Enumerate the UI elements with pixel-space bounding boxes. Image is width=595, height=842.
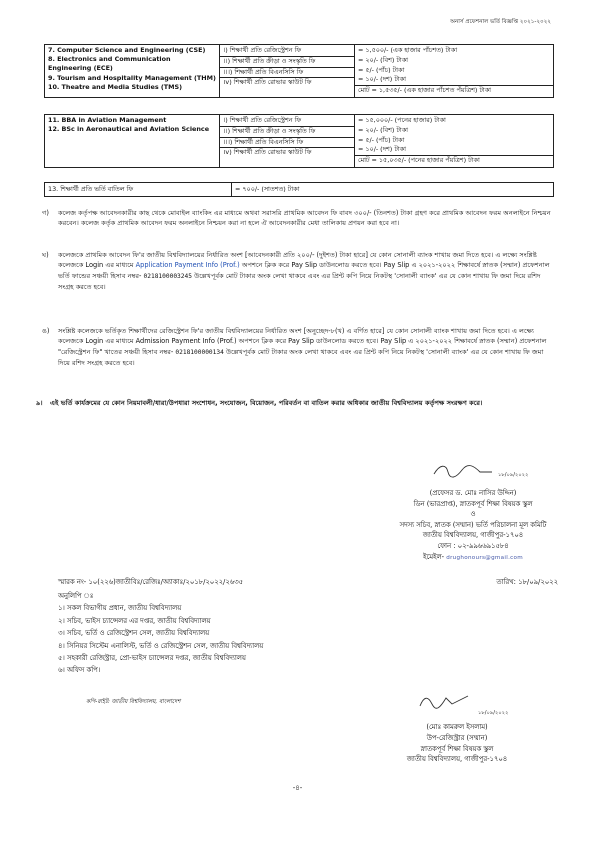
- distribution-item: ৪। সিনিয়র সিস্টেম এনালিস্ট, ভর্তি ও রেজিস্ট্রেশন সেল, জাতীয় বিশ্ববিদ্যালয়: [58, 641, 264, 650]
- signature-date: ১৮/০৯/২০২২: [478, 710, 509, 716]
- email-label: ইমেইল-: [422, 552, 445, 561]
- cancellation-label: 13. শিক্ষার্থী প্রতি ভর্তি বাতিল ফি: [45, 183, 232, 197]
- paragraph-text: উল্লেখপূর্বক মোট টাকার অংক লেখা থাকবে এবং এর প্রিন্ট কপি নিয়ে নিকটস্থ 'সোনালী ব্যাংক' এর যে কোন শাখায় ফি জমা দিয়ে রশিদ সংগ্রহ করতে হবে।: [58, 347, 544, 368]
- fee-item: ।) শিক্ষার্থী প্রতি রেজিস্ট্রেশন ফি: [223, 46, 302, 54]
- fee-item: ।।।) শিক্ষার্থী প্রতি বিএনসিসি ফি: [220, 137, 354, 148]
- fee-amount: = ২০/- (বিশ) টাকা: [358, 55, 409, 64]
- fee-item: ।।।) শিক্ষার্থী প্রতি বিএনসিসি ফি: [220, 67, 354, 78]
- organization: জাতীয় বিশ্ববিদ্যালয়, গাজীপুর-১৭০৪: [422, 531, 524, 540]
- fee-item: ।v) শিক্ষার্থী প্রতি রোভার স্কাউট ফি: [220, 147, 354, 158]
- paragraph-text: অপশনে ক্লিক করে Pay Slip ডাউনলোড করতে হবে। Pay Slip এ ২০২১-২০২২ শিক্ষাবর্ষে স্নাতক (সম্মান) প্রফেশনাল ভর্তি ফান্ডের সঞ্চয়ী হিসাব নম্বর-: [58, 261, 550, 280]
- fee-total: মোট = ১৫,০৩৫/- (পনের হাজার পঁয়ত্রিশ) টাকা: [355, 155, 553, 166]
- fee-amount: = ৫/- (পাঁচ) টাকা: [358, 135, 405, 144]
- organization: জাতীয় বিশ্ববিদ্যালয়, গাজীপুর-১৭০৪: [406, 755, 508, 764]
- paragraph-label: ৯।: [36, 399, 43, 407]
- payment-info-link: Application Payment Info (Prof.): [135, 261, 240, 270]
- fee-table-programs-11-12: [44, 114, 554, 168]
- program-item: 7. Computer Science and Engineering (CSE): [48, 46, 206, 54]
- distribution-item: ৫। সহকারী রেজিস্ট্রার, প্রো-ভাইস চ্যান্সেলর দপ্তর, জাতীয় বিশ্ববিদ্যালয়: [58, 654, 246, 663]
- fee-amount: = ২০/- (বিশ) টাকা: [358, 125, 409, 134]
- program-item: 12. BSc in Aeronautical and Aviation Science: [48, 125, 210, 134]
- paragraph-text: কলেজ কর্তৃপক্ষ আবেদনকারীর কাছ থেকে মোবাইল ব্যাংকিং এর মাধ্যমে অথবা সরাসরি প্রাথমিক আবেদন ফি বাবদ ৩০০/- (তিনশত) টাকা গ্রহণ করে প্রাথমিক আবেদন ফরম অনলাইনে নিশ্চয়ন করবেন। কলেজ কর্তৃক প্রাথমিক আবেদন ফরম অনলাইনে নিশ্চয়ন করা না হলে ঐ আবেদনকারীর মেধা তালিকায় প্রণয়ন করা হবে না।: [58, 209, 551, 228]
- paragraph-text: উল্লেখপূর্বক মোট টাকার অংক লেখা থাকবে এবং এর প্রিন্ট কপি নিয়ে নিকটস্থ 'সোনালী ব্যাংক' এর যে কোন শাখায় ফি জমা দিয়ে রশিদ সংগ্রহ করতে হবে।: [58, 271, 541, 292]
- fee-amount: = ১০/- (দশ) টাকা: [358, 75, 406, 84]
- fee-items: [220, 45, 355, 98]
- paragraph-text: কলেজকে প্রাথমিক আবেদন ফি'র জাতীয় বিশ্ববিদ্যালয়ের নির্ধারিত অংশ [আবেদনকারী প্রতি ২০০/- (দুইশত) টাকা হারে] যে কোন সোনালী ব্যাংক শাখায় জমা দিতে হবে। এ লক্ষ্যে সংশ্লিষ্ট কলেজকে Login এর মাধ্যমে: [58, 251, 537, 270]
- signature-date: ১৮/০৯/২০২২: [498, 472, 529, 478]
- distribution-list: [58, 590, 263, 677]
- signatory-title: উপ-রেজিস্ট্রার (সম্মান): [426, 733, 488, 742]
- account-number: 0218100000134: [175, 348, 224, 356]
- paragraph-9: [36, 398, 554, 408]
- cancellation-amount: = ৭০০/- (সাতশত) টাকা: [232, 183, 554, 197]
- paragraph-label: গ): [42, 209, 49, 217]
- conjunction: ও: [470, 510, 476, 519]
- memo-line: [58, 576, 558, 588]
- distribution-item: ৩। সচিব, ভর্তি ও রেজিস্ট্রেশন সেল, জাতীয় বিশ্ববিদ্যালয়: [58, 629, 210, 638]
- memo-date: তারিখ: ১৮/০৯/২০২২: [496, 578, 558, 586]
- distribution-item: ৬। অফিস কপি।: [58, 666, 101, 675]
- paragraph-uma: [42, 326, 554, 369]
- signatory-name: (প্রফেসর ড. মোঃ নাসির উদ্দিন): [429, 489, 517, 497]
- email-line: [388, 552, 558, 564]
- fee-amount: = ১০/- (দশ) টাকা: [358, 145, 406, 154]
- fee-item: ।।) শিক্ষার্থী প্রতি ক্রীড়া ও সংস্কৃতি ফি: [220, 56, 354, 67]
- program-item: 8. Electronics and Communication Engineering (ECE): [48, 55, 171, 73]
- fee-item: ।v) শিক্ষার্থী প্রতি রোভার স্কাউট ফি: [220, 77, 354, 88]
- paragraph-gha: [42, 250, 554, 293]
- program-item: 9. Tourism and Hospitality Management (THM): [48, 73, 216, 82]
- fee-items: [220, 115, 355, 168]
- paragraph-label: ঙ): [42, 327, 50, 335]
- page-number: -৪-: [292, 784, 303, 792]
- distribution-heading: অনুলিপি ঃ: [58, 592, 94, 600]
- fee-amount: = ৫/- (পাঁচ) টাকা: [358, 65, 405, 74]
- paragraph-ga: [42, 208, 554, 229]
- fee-amount: = ১,৫০০/- (এক হাজার পাঁচশত) টাকা: [358, 46, 458, 54]
- program-list: [45, 115, 220, 168]
- program-item: 11. BBA in Aviation Management: [48, 116, 167, 124]
- distribution-item: ২। সচিব, ভাইস চ্যান্সেলর এর দপ্তর, জাতীয় বিশ্ববিদ্যালয়: [58, 616, 211, 625]
- header-note: অনার্স প্রফেশনাল ভর্তি বিজ্ঞপ্তি ২০২১-২০২২: [450, 19, 551, 25]
- memo-number: স্মারক নং- ১০(২২৬)জাতীবিঃ/রেজিঃ/অ্যাকাঃ/২০১৮/২০২২/২৬৩৫: [58, 578, 244, 586]
- fee-item: ।।) শিক্ষার্থী প্রতি ক্রীড়া ও সংস্কৃতি ফি: [220, 126, 354, 137]
- fee-item: ।) শিক্ষার্থী প্রতি রেজিস্ট্রেশন ফি: [223, 116, 302, 124]
- signature-block-dean: [388, 488, 558, 563]
- phone: ফোন : ০২-৯৯৬৬৯১৫৮৪: [437, 541, 509, 550]
- signature-block-deputy-registrar: [372, 722, 542, 765]
- account-number: 0218100003245: [143, 272, 192, 280]
- paragraph-text: এই ভর্তি কার্যক্রমের যে কোন নিয়মাবলী/ধারা/উপধারা সংশোধন, সংযোজন, বিয়োজন, পরিবর্তন বা বাতিল করার অধিকার জাতীয় বিশ্ববিদ্যালয় কর্তৃপক্ষ সংরক্ষণ করে।: [50, 399, 483, 407]
- fee-amounts: [355, 45, 554, 98]
- signature-scribble: [416, 690, 476, 712]
- fee-amounts: [355, 115, 554, 168]
- distribution-item: ১। সকল বিভাগীয় প্রধান, জাতীয় বিশ্ববিদ্যালয়: [58, 604, 182, 613]
- program-list: [45, 45, 220, 98]
- fee-amount: = ১৫,০০০/- (পনের হাজার) টাকা: [358, 116, 446, 124]
- paragraph-label: ঘ): [42, 251, 49, 259]
- signatory-title: সদস্য সচিব, স্নাতক (সম্মান) ভর্তি পরিচালনা মূল কমিটি: [399, 520, 547, 529]
- signatory-title: স্নাতকপূর্ব শিক্ষা বিষয়ক স্কুল: [420, 744, 494, 753]
- paragraph-text: সংশ্লিষ্ট কলেজকে ভর্তিকৃত শিক্ষার্থীদের রেজিস্ট্রেশন ফি'র জাতীয় বিশ্ববিদ্যালয়ের নির্ধারিত অংশ [অনুচ্ছেদ-৮(খ) এ বর্ণিত হারে] যে কোন সোনালী ব্যাংক শাখায় জমা দিতে হবে। এ লক্ষ্যে কলেজকে Login এর মাধ্যমে Admission Payment Info (Prof.) অপশনে ক্লিক করে Pay Slip ডাউনলোড করতে হবে। Pay Slip এ ২০২১-২০২২ শিক্ষাবর্ষে স্নাতক (সম্মান) প্রফেশনাল "রেজিস্ট্রেশন ফি" খাতের সঞ্চয়ী হিসাব নম্বর-: [58, 327, 547, 356]
- fee-total: মোট = ১,৫৩৫/- (এক হাজার পাঁচশত পঁয়ত্রিশ) টাকা: [355, 85, 553, 96]
- fee-table-programs-7-10: [44, 44, 554, 98]
- signatory-title: ডিন (ভারপ্রাপ্ত), স্নাতকপূর্ব শিক্ষা বিষয়ক স্কুল: [413, 499, 533, 508]
- program-item: 10. Theatre and Media Studies (TMS): [48, 82, 183, 91]
- signatory-name: (মোঃ কামরুল ইসলাম): [426, 723, 488, 731]
- print-note: কপি-রাইট: জাতীয় বিশ্ববিদ্যালয়, বাংলাদেশ: [86, 699, 181, 705]
- email-address: drughonours@gmail.com: [446, 554, 524, 561]
- fee-table-cancellation: [44, 182, 554, 197]
